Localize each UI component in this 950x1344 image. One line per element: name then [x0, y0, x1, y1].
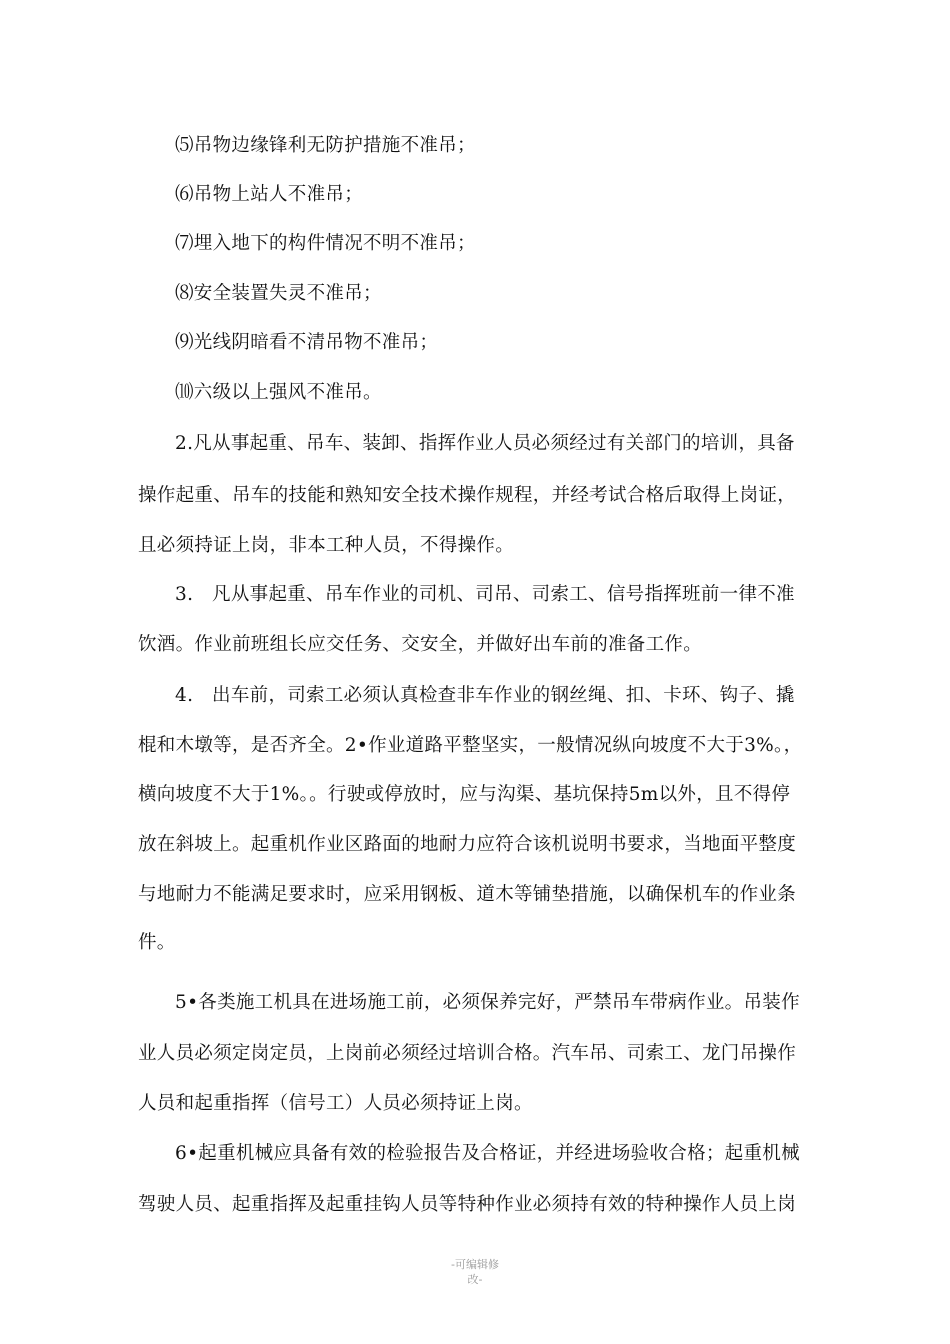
paragraph-4-line: 横向坡度不大于1%。。行驶或停放时，应与沟渠、基坑保持5m以外，且不得停: [138, 784, 791, 805]
list-item: ⑸吊物边缘锋利无防护措施不准吊；: [175, 135, 476, 156]
paragraph-5-line: 5•各类施工机具在进场施工前，必须保养完好，严禁吊车带病作业。吊装作: [175, 992, 800, 1013]
list-item: ⑼光线阴暗看不清吊物不准吊；: [175, 332, 439, 353]
list-item: ⑽六级以上强风不准吊。: [175, 382, 382, 403]
paragraph-3-line: 3. 凡从事起重、吊车作业的司机、司吊、司索工、信号指挥班前一律不准: [175, 584, 795, 605]
paragraph-2-line: 且必须持证上岗，非本工种人员，不得操作。: [138, 535, 515, 556]
list-item: ⑻安全装置失灵不准吊；: [175, 283, 382, 304]
paragraph-4-line: 与地耐力不能满足要求时，应采用钢板、道木等铺垫措施，以确保机车的作业条: [138, 884, 797, 905]
paragraph-6-line: 6•起重机械应具备有效的检验报告及合格证，并经进场验收合格；起重机械: [175, 1143, 800, 1164]
paragraph-6-line: 驾驶人员、起重指挥及起重挂钩人员等特种作业必须持有效的特种操作人员上岗: [138, 1194, 797, 1215]
paragraph-2-line: 操作起重、吊车的技能和熟知安全技术操作规程，并经考试合格后取得上岗证，: [138, 485, 797, 506]
paragraph-5-line: 业人员必须定岗定员，上岗前必须经过培训合格。汽车吊、司索工、龙门吊操作: [138, 1043, 797, 1064]
paragraph-3-line: 饮酒。作业前班组长应交任务、交安全，并做好出车前的准备工作。: [138, 634, 703, 655]
footer-line-1: -可编辑修: [451, 1258, 499, 1271]
footer-line-2: 改-: [467, 1273, 483, 1286]
paragraph-4-line: 4. 出车前，司索工必须认真检查非车作业的钢丝绳、扣、卡环、钩子、撬: [175, 685, 795, 706]
paragraph-4-line: 棍和木墩等，是否齐全。2•作业道路平整坚实，一般情况纵向坡度不大于3%。，: [138, 735, 803, 756]
paragraph-5-line: 人员和起重指挥（信号工）人员必须持证上岗。: [138, 1093, 533, 1114]
paragraph-4-line: 放在斜坡上。起重机作业区路面的地耐力应符合该机说明书要求，当地面平整度: [138, 834, 797, 855]
paragraph-2-line: 2.凡从事起重、吊车、装卸、指挥作业人员必须经过有关部门的培训，具备: [175, 433, 795, 454]
list-item: ⑹吊物上站人不准吊；: [175, 184, 364, 205]
list-item: ⑺埋入地下的构件情况不明不准吊；: [175, 233, 476, 254]
paragraph-4-line: 件。: [138, 932, 176, 953]
